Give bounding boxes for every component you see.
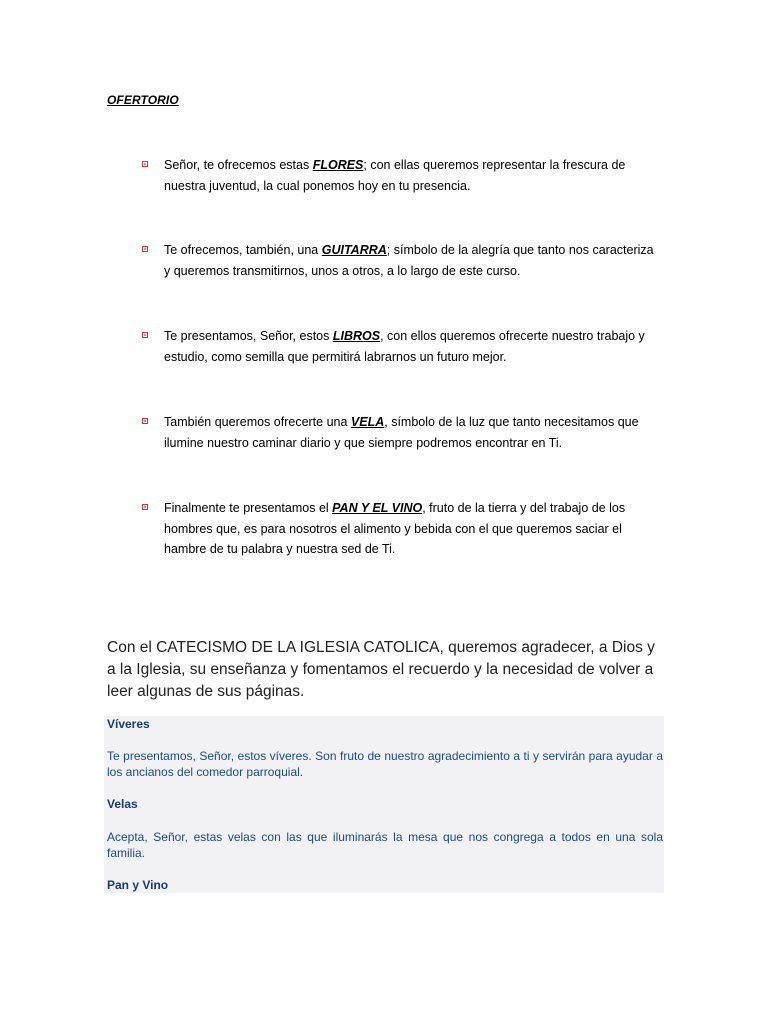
- item-text-before: Señor, te ofrecemos estas: [164, 158, 313, 172]
- item-text-after: ; símbolo de la alegría que tanto nos caracteriza y queremos transmitirnos, unos a otros, a lo largo de este curso.: [164, 243, 654, 278]
- item-text-after: , con ellos queremos ofrecerte nuestro trabajo y estudio, como semilla que permitirá labrarnos un futuro mejor.: [164, 329, 645, 364]
- section-text-viveres: Te presentamos, Señor, estos víveres. Son fruto de nuestro agradecimiento a ti y servirán para ayudar a los ancianos del comedor parroquial.: [107, 749, 663, 779]
- list-item: [142, 498, 662, 560]
- item-keyword: VELA: [350, 415, 385, 429]
- section-text-velas: Acepta, Señor, estas velas con las que iluminarás la mesa que nos congrega a todos en una sola familia.: [107, 830, 663, 860]
- item-keyword: PAN Y EL VINO: [332, 501, 423, 515]
- section-title-pan-vino: Pan y Vino: [107, 878, 169, 892]
- square-bullet-icon: [142, 161, 148, 167]
- item-keyword: LIBROS: [332, 329, 381, 343]
- square-bullet-icon: [142, 504, 148, 510]
- item-keyword: FLORES: [312, 158, 364, 172]
- list-item: [142, 412, 662, 453]
- item-text-before: También queremos ofrecerte una: [164, 415, 351, 429]
- square-bullet-icon: [142, 246, 148, 252]
- square-bullet-icon: [142, 418, 148, 424]
- item-text-before: Te presentamos, Señor, estos: [164, 329, 333, 343]
- item-keyword: GUITARRA: [321, 243, 387, 257]
- catechism-paragraph: Con el CATECISMO DE LA IGLESIA CATOLICA, queremos agradecer, a Dios y a la Iglesia, su enseñanza y fomentamos el recuerdo y la necesidad de volver a leer algunas de sus páginas.: [107, 639, 655, 700]
- list-item: [142, 240, 662, 281]
- section-title-viveres: Víveres: [107, 717, 150, 731]
- offerings-box: [104, 716, 664, 893]
- item-text-before: Te ofrecemos, también, una: [164, 243, 322, 257]
- item-text-after: , símbolo de la luz que tanto necesitamos que ilumine nuestro caminar diario y que siempre podremos encontrar en Ti.: [164, 415, 639, 450]
- list-item: [142, 326, 662, 367]
- item-text-before: Finalmente te presentamos el: [164, 501, 333, 515]
- square-bullet-icon: [142, 332, 148, 338]
- page-heading: OFERTORIO: [107, 93, 179, 107]
- item-text-after: , fruto de la tierra y del trabajo de los hombres que, es para nosotros el alimento y bebida con el que queremos saciar el hambre de tu palabra y nuestra sed de Ti.: [164, 501, 626, 556]
- section-title-velas: Velas: [107, 797, 138, 811]
- item-text-after: ; con ellas queremos representar la frescura de nuestra juventud, la cual ponemos hoy en tu presencia.: [164, 158, 626, 193]
- list-item: [142, 155, 662, 196]
